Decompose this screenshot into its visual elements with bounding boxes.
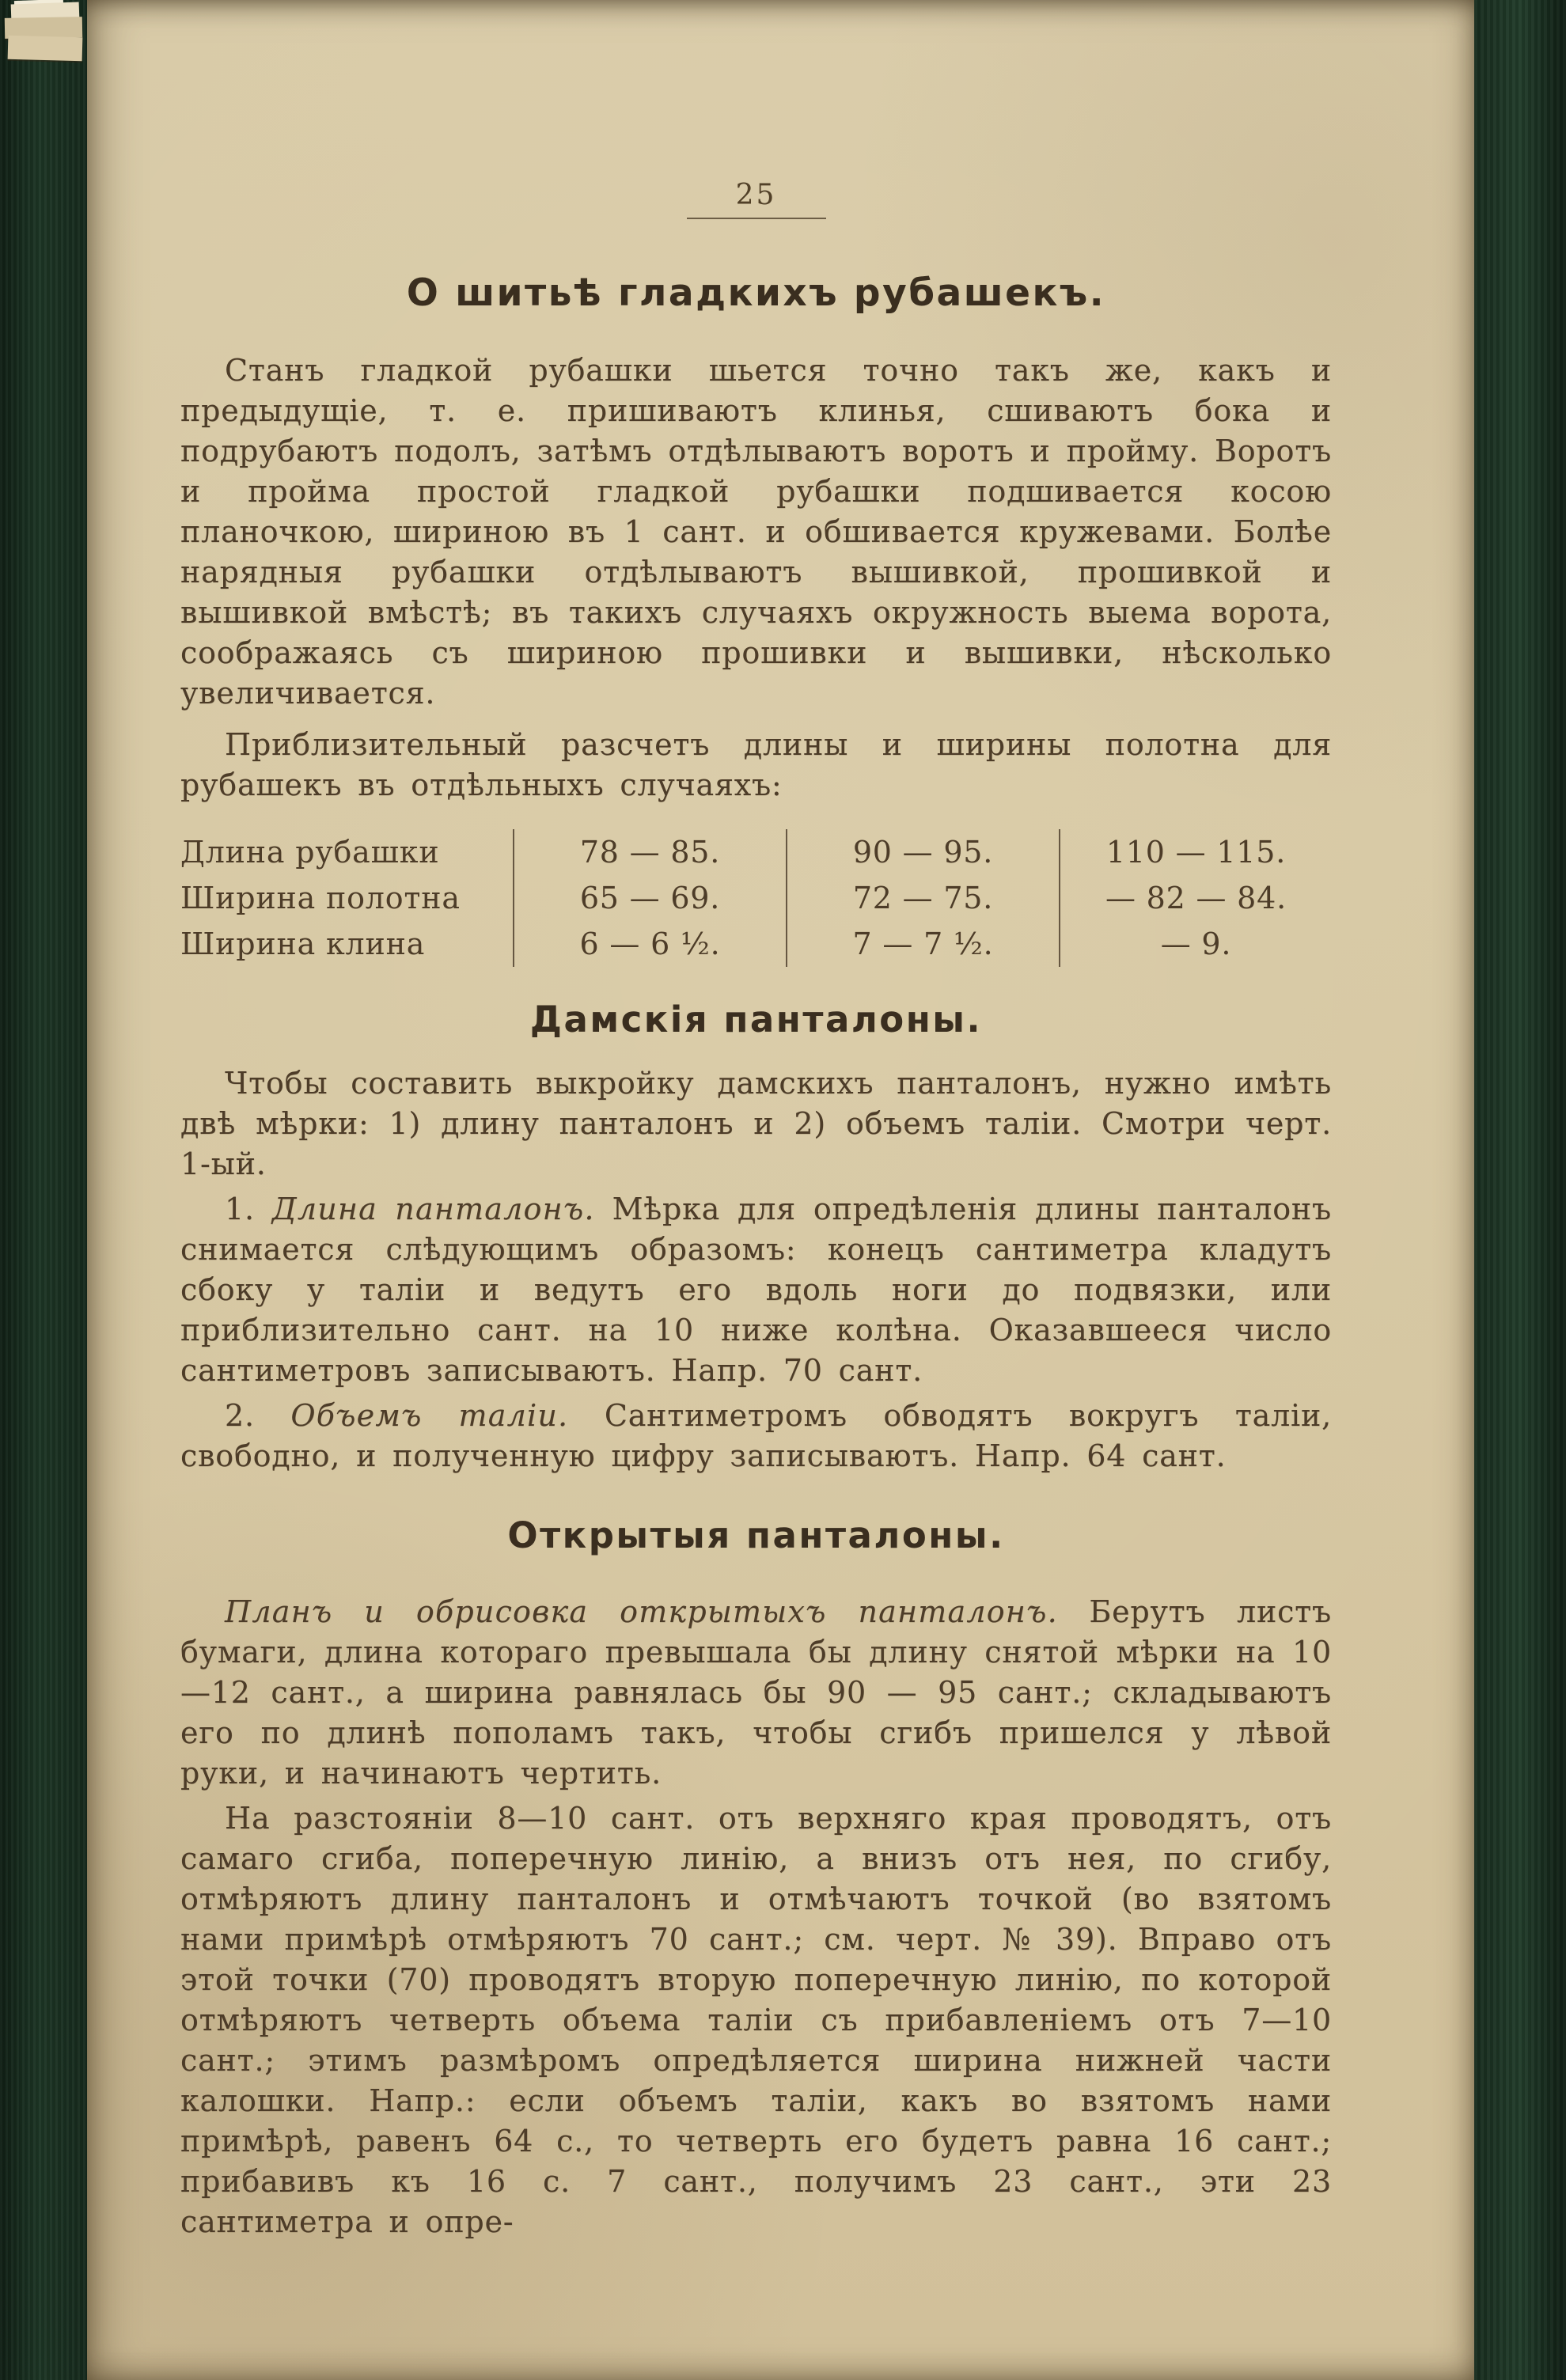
paragraph-lead-italic: Планъ и обрисовка открытыхъ панталонъ. bbox=[225, 1594, 1058, 1630]
item-text: Сантиметромъ обводятъ вокругъ таліи, свободно, и полученную цифру записываютъ. Напр. 64 сант. bbox=[180, 1398, 1332, 1474]
table-cell: 110 — 115. bbox=[1059, 829, 1332, 875]
paper-page bbox=[87, 0, 1474, 2380]
paragraph-shirts-body: Станъ гладкой рубашки шьется точно такъ же, какъ и предыдущіе, т. е. пришиваютъ клинья, сшиваютъ бока и подрубаютъ подолъ, затѣмъ отдѣлываютъ воротъ и пройму. Воротъ и пройма простой гладкой рубашки подшивается косою планочкою, шириною въ 1 сант. и обшивается кружевами. Болѣе нарядныя рубашки отдѣлываютъ вышивкой, прошивкой и вышивкой вмѣстѣ; въ такихъ случаяхъ окружность выема ворота, соображаясь съ шириною прошивки и вышивки, нѣсколько увеличивается. bbox=[180, 353, 1332, 711]
paragraph-pantaloons-item2 bbox=[180, 1396, 1332, 1476]
sheet-edge bbox=[8, 36, 83, 61]
book-binding-left bbox=[0, 0, 87, 2380]
table-cell: 7 — 7 ½. bbox=[786, 921, 1059, 967]
section-title-pantaloons: Дамскія панталоны. bbox=[529, 999, 983, 1041]
item-text: Мѣрка для опредѣленія длины панталонъ снимается слѣдующимъ образомъ: конецъ сантиметра кладутъ сбоку у таліи и ведутъ его вдоль ноги до подвязки, или приблизительно сант. на 10 ниже колѣна. Оказавшееся число сантиметровъ записываютъ. Напр. 70 сант. bbox=[180, 1192, 1332, 1389]
table-cell: 90 — 95. bbox=[786, 829, 1059, 875]
table-cell: 72 — 75. bbox=[786, 875, 1059, 921]
table-row bbox=[180, 921, 1332, 967]
table-cell: — 82 — 84. bbox=[1059, 875, 1332, 921]
table-cell: 65 — 69. bbox=[513, 875, 786, 921]
page-number-rule bbox=[687, 218, 826, 219]
item-number: 2. bbox=[225, 1398, 255, 1434]
paragraph-pantaloons-intro: Чтобы составить выкройку дамскихъ панталонъ, нужно имѣть двѣ мѣрки: 1) длину панталонъ и 2) объемъ таліи. Смотри черт. 1-ый. bbox=[180, 1066, 1332, 1182]
row-label: Ширина клина bbox=[180, 927, 426, 962]
table-row bbox=[180, 875, 1332, 921]
table-row bbox=[180, 829, 1332, 875]
row-label: Длина рубашки bbox=[180, 835, 440, 870]
item-number: 1. bbox=[225, 1192, 255, 1227]
section-title-shirts: О шитьѣ гладкихъ рубашекъ. bbox=[406, 271, 1106, 315]
item-lead-italic: Длина панталонъ. bbox=[271, 1192, 595, 1227]
item-lead-italic: Объемъ таліи. bbox=[290, 1398, 569, 1434]
table-cell: 6 — 6 ½. bbox=[513, 921, 786, 967]
paragraph-open-pantaloons-2: На разстояніи 8—10 сант. отъ верхняго края проводятъ, отъ самаго сгиба, поперечную линію, а внизъ отъ нея, по сгибу, отмѣряютъ длину панталонъ и отмѣчаютъ точкой (во взятомъ нами примѣрѣ отмѣряютъ 70 сант.; см. черт. № 39). Вправо отъ этой точки (70) проводятъ вторую поперечную линію, по которой отмѣряютъ четверть объема таліи съ прибавленіемъ отъ 7—10 сант.; этимъ размѣромъ опредѣляется ширина нижней части калошки. Напр.: если объемъ таліи, какъ во взятомъ нами примѣрѣ, равенъ 64 с., то четверть его будетъ равна 16 сант.; прибавивъ къ 16 с. 7 сант., получимъ 23 сант., эти 23 сантиметра и опре- bbox=[180, 1801, 1332, 2240]
paragraph-open-pantaloons-1 bbox=[180, 1592, 1332, 1794]
book-binding-right bbox=[1474, 0, 1566, 2380]
paragraph-pantaloons-item1 bbox=[180, 1189, 1332, 1391]
measurements-table bbox=[180, 829, 1332, 967]
paragraph-shirts-intro-table: Приблизительный разсчетъ длины и ширины полотна для рубашекъ въ отдѣльныхъ случаяхъ: bbox=[180, 727, 1332, 803]
section-title-open-pantaloons: Открытыя панталоны. bbox=[507, 1514, 1005, 1557]
page-stack-corner bbox=[0, 0, 87, 79]
paragraph-text: Берутъ листъ бумаги, длина котораго превышала бы длину снятой мѣрки на 10—12 сант., а ширина равнялась бы 90 — 95 сант.; складываютъ его по длинѣ пополамъ такъ, чтобы сгибъ пришелся у лѣвой руки, и начинаютъ чертить. bbox=[180, 1594, 1332, 1791]
page-content bbox=[87, 179, 1474, 2380]
page-number bbox=[180, 179, 1332, 219]
row-label: Ширина полотна bbox=[180, 881, 461, 916]
table-cell: 78 — 85. bbox=[513, 829, 786, 875]
table-cell: — 9. bbox=[1059, 921, 1332, 967]
page-number-text: 25 bbox=[735, 179, 777, 211]
